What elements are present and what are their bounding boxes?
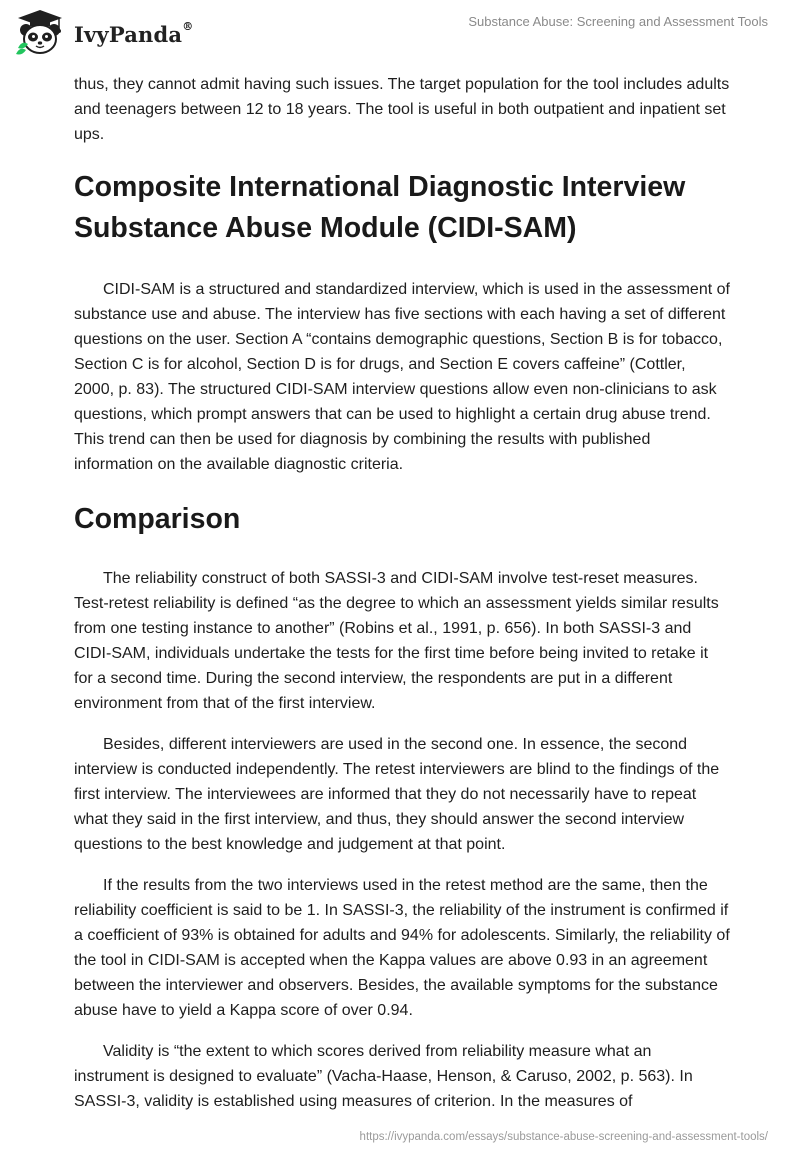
paragraph-validity: Validity is “the extent to which scores derived from reliability measure what an instrument is designed to evaluate” (Vacha-Haase, Henson, & Caruso, 2002, p. 563). In SASSI-3, validity is established using measures of criterion. In the measures of	[74, 1043, 693, 1110]
section-heading-cidi-sam: Composite International Diagnostic Interview Substance Abuse Module (CIDI-SAM)	[74, 171, 686, 244]
paragraph-different-interviewers: Besides, different interviewers are used in the second one. In essence, the second interview is conducted independently. The retest interviewers are blind to the findings of the first interview. The interviewees are informed that they do not necessarily have to repeat what they said in the first interview, and thus, they should answer the second interview questions to the best knowledge and judgement at that point.	[74, 736, 720, 853]
paragraph-cidi-sam-description: CIDI-SAM is a structured and standardized interview, which is used in the assessment of substance use and abuse. The interview has five sections with each having a set of different questions on the user. Section A “contains demographic questions, Section B is for tobacco, Section C is for alcohol, Section D is for drugs, and Section E covers caffeine” (Cottler, 2000, p. 83). The structured CIDI-SAM interview questions allow even non-clinicians to ask questions, which prompt answers that can be used to highlight a certain drug abuse trend. This trend can then be used for diagnosis by combining the results with published information on the available diagnostic criteria.	[74, 281, 730, 473]
panda-graduate-icon[interactable]	[14, 8, 66, 56]
registered-mark: ®	[182, 20, 194, 33]
intro-paragraph: thus, they cannot admit having such issues. The target population for the tool includes adults and teenagers between 12 to 18 years. The tool is useful in both outpatient and inpatient set ups.	[74, 76, 730, 143]
brand-name[interactable]: IvyPanda®	[74, 20, 194, 47]
paragraph-reliability-coefficient: If the results from the two interviews used in the retest method are the same, then the reliability coefficient is said to be 1. In SASSI-3, the reliability of the instrument is confirmed if a coefficient of 93% is obtained for adults and 94% for adolescents. Similarly, the reliability of the tool in CIDI-SAM is accepted when the Kappa values are above 0.93 in an agreement between the interviewer and observers. Besides, the available symptoms for the substance abuse have to yield a Kappa score of over 0.94.	[74, 877, 730, 1019]
section-heading-comparison: Comparison	[74, 503, 241, 535]
document-title: Substance Abuse: Screening and Assessment Tools	[468, 14, 768, 29]
article-body	[74, 72, 730, 1130]
paragraph-reliability-construct: The reliability construct of both SASSI-3 and CIDI-SAM involve test-reset measures. Test-retest reliability is defined “as the degree to which an assessment yields similar results from one testing instance to another” (Robins et al., 1991, p. 656). In both SASSI-3 and CIDI-SAM, individuals undertake the tests for the first time before being invited to retake it for a second time. During the second interview, the respondents are put in a different environment from that of the first interview.	[74, 570, 719, 712]
source-url[interactable]: https://ivypanda.com/essays/substance-abuse-screening-and-assessment-tools/	[359, 1131, 768, 1143]
page-header	[0, 0, 800, 64]
